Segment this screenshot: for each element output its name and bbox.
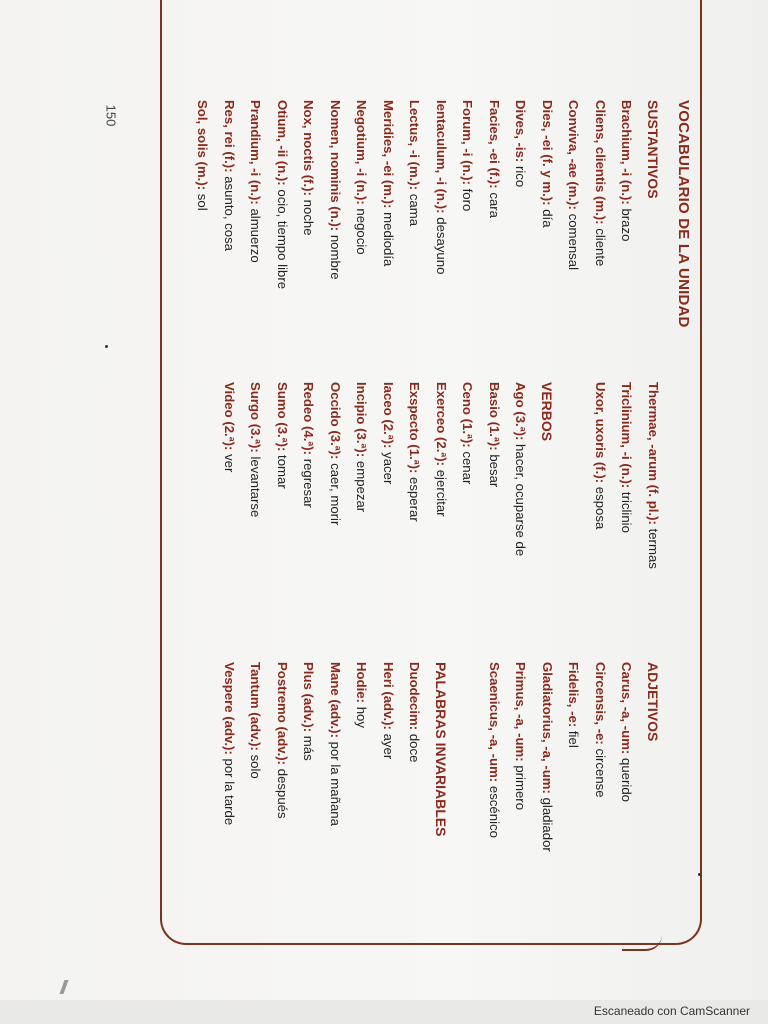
page-number: 150 [103,104,119,127]
vocabulary-entry [560,100,587,390]
entry-term: Carus, -a, -um: [619,662,635,755]
vocabulary-entry [640,382,667,662]
vocabulary-entry [587,382,614,662]
entry-definition: cara [487,192,502,218]
entry-term: Surgo (3.ª): [248,382,264,453]
vocabulary-entry [269,100,296,390]
vocabulary-entry [216,382,243,662]
entry-term: Negotium, -i (n.): [354,100,370,205]
column-1 [189,100,666,390]
vocabulary-entry [295,662,322,942]
entry-term: Triclinium, -i (n.): [619,382,635,489]
entry-definition: yacer [381,452,396,485]
entry-definition: foro [460,188,476,212]
entry-term: Exerceo (2.ª): [434,382,449,467]
entry-definition: besar [487,454,502,488]
scanner-watermark: Escaneado con CamScanner [593,1004,750,1018]
entry-term: Sumo (3.ª): [275,382,290,452]
entry-term: Iaceo (2.ª): [381,382,396,449]
entry-definition: brazo [619,208,635,242]
vocabulary-entry [348,382,375,662]
entry-term: Occido (3.ª): [328,382,343,460]
vocabulary-entry [348,100,375,390]
entry-term: Circensis, -e: [593,662,608,745]
vocabulary-entry [242,382,269,662]
vocabulary-entry [481,662,508,942]
vocabulary-entry [587,662,614,942]
entry-definition: cliente [593,228,608,267]
entry-term: Nomen, nominis (n.): [328,100,343,232]
entry-term: Vespere (adv.): [222,662,237,755]
entry-definition: cenar [460,451,476,485]
entry-definition: esposa [593,486,608,530]
vocabulary-entry [454,382,481,662]
entry-term: Fidelis, -e: [566,662,582,728]
vocabulary-entry [613,662,640,942]
vocabulary-entry [401,662,428,942]
entry-term: Nox, noctis (f.): [301,100,317,196]
vocabulary-entry [454,100,481,390]
entry-definition: cama [407,193,423,227]
entry-term: Heri (adv.): [381,662,396,730]
entry-definition: empezar [354,460,370,513]
vocabulary-entry [507,662,534,942]
vocabulary-entry [375,662,402,942]
entry-definition: fiel [566,730,582,748]
entry-term: Duodecim: [407,662,423,731]
entry-definition: esperar [407,477,423,522]
entry-definition: ejercitar [434,469,449,517]
vocabulary-entry [216,100,243,390]
vocabulary-entry [322,100,349,390]
entry-definition: sol [195,193,211,211]
entry-definition: ayer [381,733,396,760]
entry-definition: rico [513,165,529,188]
page-title: VOCABULARIO DE LA UNIDAD [675,100,692,328]
entry-term: Mane (adv.): [328,662,343,738]
entry-definition: más [301,735,317,761]
entry-term: Forum, -i (n.): [460,100,476,185]
entry-definition: por la tarde [222,758,237,826]
entry-term: Dies, -ei (f. y m.): [540,100,555,206]
entry-definition: por la mañana [328,741,343,826]
spacer [560,382,587,662]
column-2 [216,382,667,662]
vocabulary-entry [269,382,296,662]
vocabulary-content [162,0,702,945]
entry-term: Basio (1.ª): [487,382,502,451]
entry-definition: hacer, ocuparse de [513,444,529,557]
column-3 [216,662,667,942]
entry-definition: después [275,768,290,819]
vocabulary-entry [242,100,269,390]
entry-term: Brachium, -i (n.): [619,100,635,205]
scan-speck [105,345,108,348]
vocabulary-entry [216,662,243,942]
entry-term: Res, rei (f.): [222,100,237,173]
section-heading: VERBOS [539,382,555,442]
vocabulary-entry [428,382,455,662]
entry-term: Otium, -ii (n.): [275,100,290,186]
entry-definition: ver [222,454,237,473]
entry-term: Prandium, -i (n.): [248,100,264,205]
entry-term: Cliens, clientis (m.): [593,100,608,225]
entry-term: Incipio (3.ª): [354,382,370,458]
vocabulary-entry [507,382,534,662]
vocabulary-entry [613,100,640,390]
vocabulary-entry [242,662,269,942]
entry-term: Gladiatorius, -a, -um: [540,662,555,794]
entry-term: Plus (adv.): [301,662,317,733]
entry-term: Conviva, -ae (m.): [566,100,582,210]
entry-definition: noche [301,199,317,236]
entry-term: Exspecto (1.ª): [407,382,423,474]
entry-term: Facies, -ei (f.): [487,100,502,189]
entry-definition: solo [248,754,264,779]
section-heading: SUSTANTIVOS [645,100,661,199]
vocabulary-entry [613,382,640,662]
entry-term: Redeo (4.ª): [301,382,317,456]
entry-term: Ceno (1.ª): [460,382,476,448]
vocabulary-entry [507,100,534,390]
vocabulary-entry [534,662,561,942]
vocabulary-entry [401,100,428,390]
entry-definition: termas [646,528,661,569]
vocabulary-entry [534,100,561,390]
entry-definition: hoy [354,706,370,728]
entry-term: Primus, -a, -um: [513,662,529,762]
vocabulary-entry [428,100,455,390]
entry-term: Thermae, -arum (f. pl.): [646,382,661,525]
vocabulary-entry [481,100,508,390]
entry-definition: negocio [354,208,370,255]
vocabulary-entry [560,662,587,942]
vocabulary-entry [269,662,296,942]
vocabulary-entry [295,382,322,662]
section-heading: PALABRAS INVARIABLES [433,662,449,837]
vocabulary-entry [322,382,349,662]
entry-term: Dives, -is: [513,100,529,163]
entry-definition: mediodía [381,212,396,267]
entry-definition: nombre [328,234,343,280]
entry-definition: gladiador [540,797,555,852]
vocabulary-entry [322,662,349,942]
vocabulary-entry [375,382,402,662]
entry-definition: desayuno [434,217,449,275]
vocabulary-entry [587,100,614,390]
vocabulary-entry [375,100,402,390]
vocabulary-entry [348,662,375,942]
entry-term: Meridies, -ei (m.): [381,100,396,209]
entry-definition: escénico [487,785,502,838]
entry-definition: asunto, cosa [222,176,237,251]
entry-definition: levantarse [248,456,264,518]
vocabulary-entry [189,100,216,390]
entry-definition: regresar [301,458,317,508]
scan-speck [698,873,701,876]
section-heading: ADJETIVOS [645,662,661,742]
entry-term: Scaenicus, -a, -um: [487,662,502,783]
entry-definition: día [540,209,555,228]
vocabulary-entry [401,382,428,662]
spacer [454,662,481,942]
entry-term: Uxor, uxoris (f.): [593,382,608,484]
entry-definition: almuerzo [248,208,264,263]
entry-definition: tomar [275,455,290,489]
entry-term: Hodie: [354,662,370,704]
entry-term: Ago (3.ª): [513,382,529,441]
entry-definition: ocio, tiempo libre [275,189,290,290]
entry-term: Video (2.ª): [222,382,237,451]
vocabulary-entry [295,100,322,390]
entry-term: Postremo (adv.): [275,662,290,766]
entry-definition: circense [593,748,608,798]
entry-definition: caer, morir [328,463,343,526]
vocabulary-entry [481,382,508,662]
entry-term: Sol, solis (m.): [195,100,211,191]
entry-definition: primero [513,765,529,811]
rotated-content [162,0,702,945]
entry-term: Ientaculum, -i (n.): [434,100,449,214]
entry-definition: comensal [566,213,582,271]
entry-definition: triclinio [619,491,635,533]
entry-definition: querido [619,758,635,802]
entry-term: Lectus, -i (m.): [407,100,423,191]
entry-definition: doce [407,733,423,763]
entry-term: Tantum (adv.): [248,662,264,751]
